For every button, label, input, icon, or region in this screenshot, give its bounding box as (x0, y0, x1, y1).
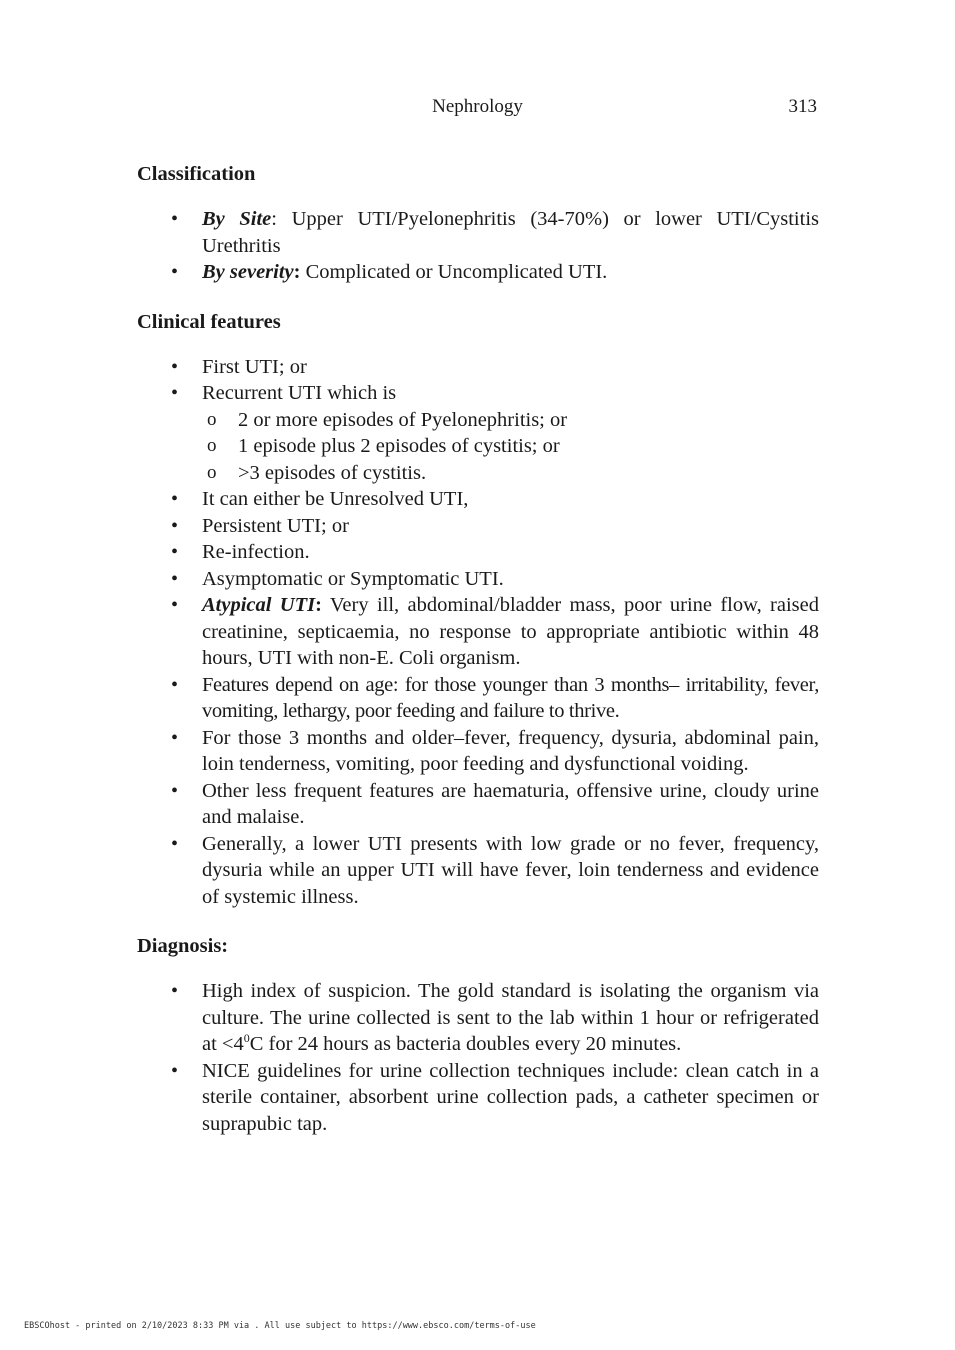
list-item: • Persistent UTI; or (202, 513, 819, 540)
list-item: • High index of suspicion. The gold standard is isolating the organism via culture. The urine collected is sent to the lab within 1 hour or refrigerated at $<4^0C$ for 24 hours as bacteria doubles every 20 minutes. (202, 978, 819, 1058)
list-item: • It can either be Unresolved UTI, (202, 486, 819, 513)
list-item: • By severity: Complicated or Uncomplicated UTI. (202, 259, 819, 286)
page-number: 313 (788, 96, 817, 117)
list-item: • NICE guidelines for urine collection techniques include: clean catch in a sterile container, absorbent urine collection pads, a catheter specimen or suprapubic tap. (202, 1058, 819, 1138)
sub-list-item: o 2 or more episodes of Pyelonephritis; or (238, 407, 819, 434)
list-item: • Other less frequent features are haematuria, offensive urine, cloudy urine and malaise. (202, 778, 819, 831)
clinical-features-list (202, 354, 819, 911)
print-footer: EBSCOhost - printed on 2/10/2023 8:33 PM via . All use subject to https://www.ebsco.com/terms-of-use (24, 1321, 536, 1331)
list-item: • Re-infection. (202, 539, 819, 566)
list-item: • For those 3 months and older–fever, frequency, dysuria, abdominal pain, loin tenderness, vomiting, poor feeding and dysfunctional voiding. (202, 725, 819, 778)
running-title: Nephrology (432, 96, 523, 117)
recurrent-uti-sublist (238, 407, 819, 487)
list-item: • By Site: Upper UTI/Pyelonephritis (34-70%) or lower UTI/Cystitis Urethritis (202, 206, 819, 259)
page-body (137, 160, 819, 1137)
sub-list-item: o >3 episodes of cystitis. (238, 460, 819, 487)
list-item: • Generally, a lower UTI presents with low grade or no fever, frequency, dysuria while an upper UTI will have fever, loin tenderness and evidence of systemic illness. (202, 831, 819, 911)
running-header (0, 96, 955, 122)
clinical-features-heading: Clinical features (137, 310, 281, 333)
list-item: • First UTI; or (202, 354, 819, 381)
list-item: • Recurrent UTI which is o 2 or more episodes of Pyelonephritis; or o 1 episode plus 2 episodes of cystitis; or o >3 episodes of cystitis. (202, 380, 819, 486)
sub-list-item: o 1 episode plus 2 episodes of cystitis; or (238, 433, 819, 460)
diagnosis-list (202, 978, 819, 1137)
classification-list (202, 206, 819, 286)
diagnosis-heading: Diagnosis: (137, 935, 229, 957)
list-item: • Asymptomatic or Symptomatic UTI. (202, 566, 819, 593)
list-item: • Atypical UTI: Very ill, abdominal/bladder mass, poor urine flow, raised creatinine, septicaemia, no response to appropriate antibiotic within 48 hours, UTI with non-E. Coli organism. (202, 592, 819, 672)
classification-heading: Classification (137, 163, 256, 185)
list-item: • Features depend on age: for those younger than 3 months– irritability, fever, vomiting, lethargy, poor feeding and failure to thrive. (202, 672, 819, 725)
